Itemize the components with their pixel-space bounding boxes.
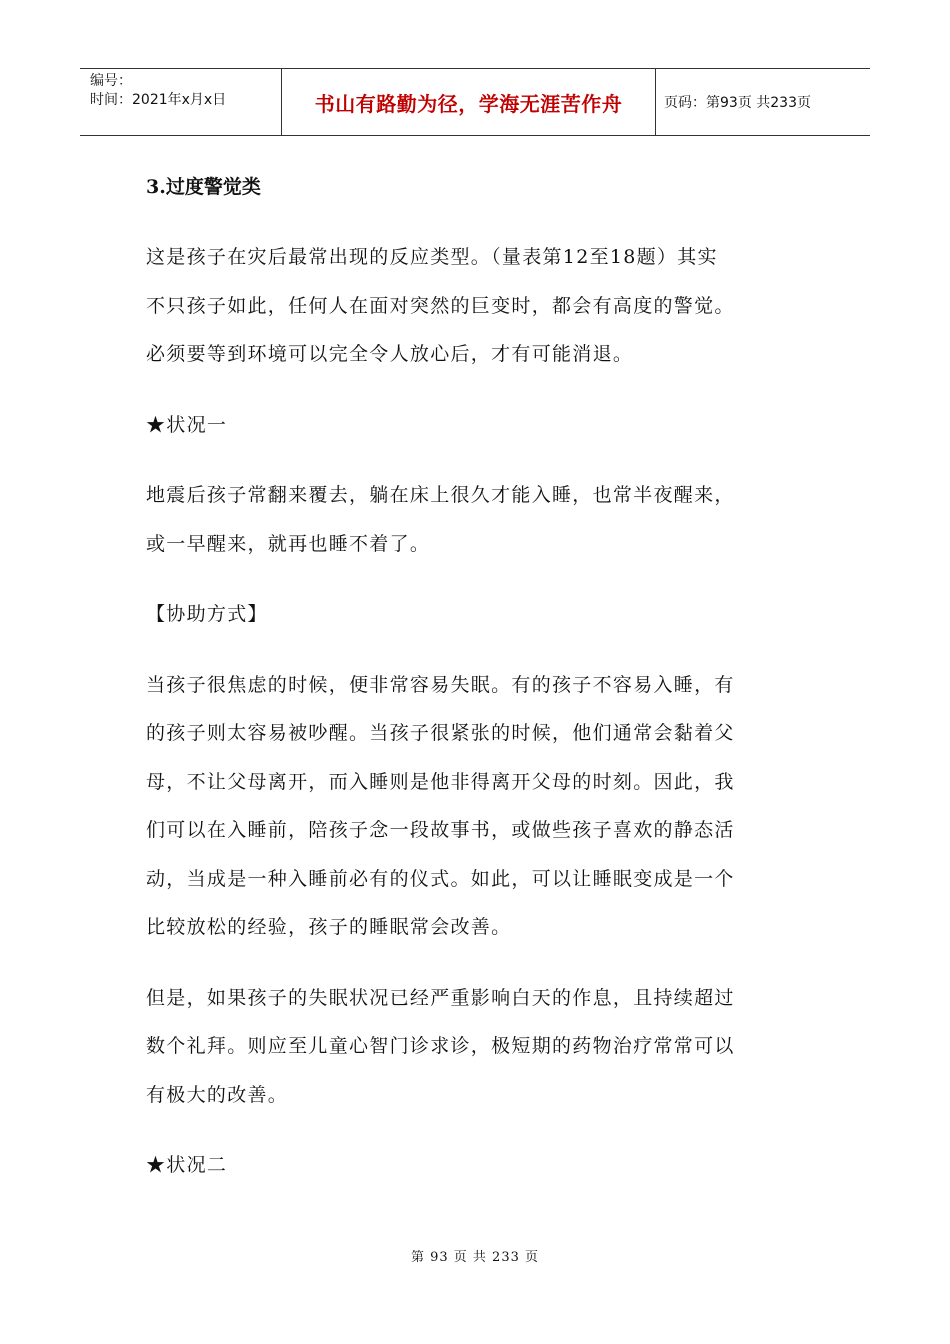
paragraph-line: 当孩子很焦虑的时候，便非常容易失眠。有的孩子不容易入睡，有 [146,673,735,696]
page-body [146,162,796,1190]
paragraph-line: 这是孩子在灾后最常出现的反应类型。（量表第12至18题）其实 [146,246,718,268]
help-method-title: 【协助方式】 [146,603,268,625]
paragraph-line: 地震后孩子常翻来覆去，躺在床上很久才能入睡，也常半夜醒来， [146,484,735,506]
header-motto: 书山有路勤为径，学海无涯苦作舟 [282,69,656,135]
header-meta [80,69,282,135]
paragraph-line: 母，不让父母离开，而入睡则是他非得离开父母的时刻。因此，我 [146,770,735,793]
section-heading: 3.过度警觉类 [146,176,261,198]
paragraph-line: 比较放松的经验，孩子的睡眠常会改善。 [146,916,512,938]
paragraph-line: 不只孩子如此，任何人在面对突然的巨变时，都会有高度的警觉。 [146,294,735,317]
help-paragraph [146,661,796,952]
intro-paragraph [146,233,796,379]
paragraph-line: 动，当成是一种入睡前必有的仪式。如此，可以让睡眠变成是一个 [146,867,735,890]
paragraph-line: 们可以在入睡前，陪孩子念一段故事书，或做些孩子喜欢的静态活 [146,819,735,841]
paragraph-line: 但是，如果孩子的失眠状况已经严重影响白天的作息，且持续超过 [146,986,735,1009]
paragraph-line: 有极大的改善。 [146,1083,289,1106]
paragraph-line: 数个礼拜。则应至儿童心智门诊求诊，极短期的药物治疗常常可以 [146,1035,735,1057]
date-line: 时间：2021年x月x日 [90,92,227,108]
paragraph-line: 的孩子则太容易被吵醒。当孩子很紧张的时候，他们通常会黏着父 [146,722,735,744]
situation-one-title: ★状况一 [146,413,228,436]
number-label: 编号： [90,73,132,89]
paragraph-line: 必须要等到环境可以完全令人放心后，才有可能消退。 [146,343,634,365]
page-footer: 第 93 页 共 233 页 [410,1250,540,1265]
situation-two-title: ★状况二 [146,1154,228,1176]
document-header [80,68,870,136]
header-page-info: 页码：第93页 共233页 [664,95,811,111]
however-paragraph [146,974,796,1120]
situation-one-paragraph [146,471,796,568]
paragraph-line: 或一早醒来，就再也睡不着了。 [146,532,431,555]
